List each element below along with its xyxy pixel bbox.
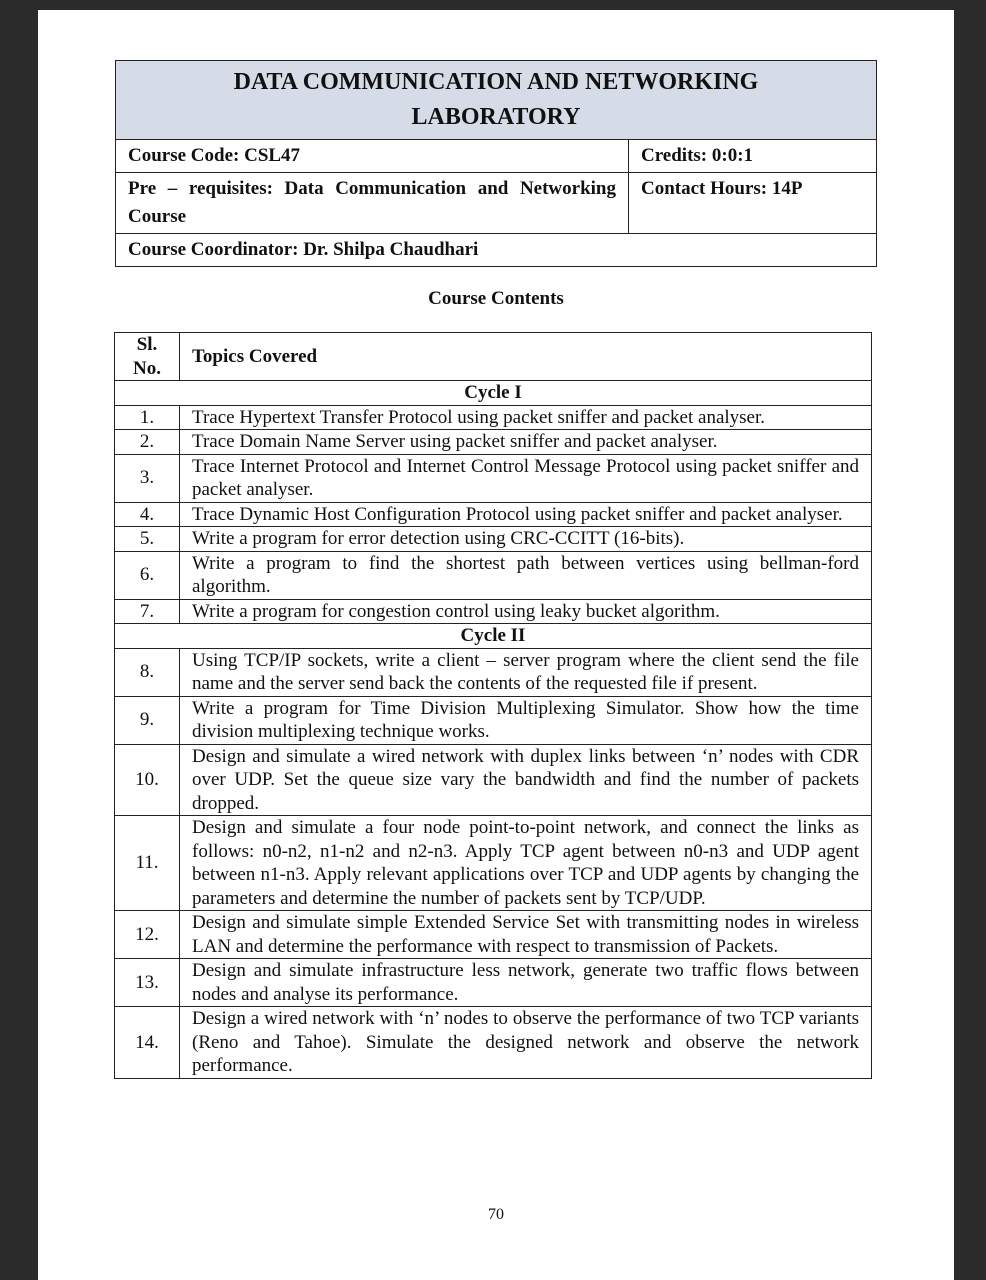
row-topic: Using TCP/IP sockets, write a client – server program where the client send the file name and the server send back the contents of the requested file if present. [180,648,872,696]
course-header-table [115,60,877,267]
course-contents-heading: Course Contents [428,288,564,309]
row-number: 9. [115,696,180,744]
row-number: 1. [115,405,180,430]
row-topic: Write a program to find the shortest path between vertices using bellman-ford algorithm. [180,551,872,599]
row-topic: Design and simulate a wired network with duplex links between ‘n’ nodes with CDR over UDP. Set the queue size vary the bandwidth and find the number of packets dropped. [180,744,872,816]
prerequisites: Pre – requisites: Data Communication and Networking Course [116,173,629,234]
row-topic: Write a program for Time Division Multiplexing Simulator. Show how the time division multiplexing technique works. [180,696,872,744]
course-title [116,61,877,140]
row-topic: Design a wired network with ‘n’ nodes to observe the performance of two TCP variants (Reno and Tahoe). Simulate the designed network and observe the network performance. [180,1007,872,1079]
table-row [115,744,872,816]
row-topic: Design and simulate infrastructure less network, generate two traffic flows between nodes and analyse its performance. [180,959,872,1007]
cycle-row [115,381,872,406]
row-topic: Design and simulate simple Extended Service Set with transmitting nodes in wireless LAN and determine the performance with respect to transmission of Packets. [180,911,872,959]
table-header-row [115,333,872,381]
course-contents-table [114,332,872,1079]
table-row [115,454,872,502]
table-row [115,430,872,455]
row-number: 8. [115,648,180,696]
table-row [115,648,872,696]
credits: Credits: 0:0:1 [629,140,877,173]
table-row [115,911,872,959]
table-row [115,551,872,599]
row-number: 14. [115,1007,180,1079]
document-page [38,10,954,1280]
course-coordinator: Course Coordinator: Dr. Shilpa Chaudhari [116,234,877,267]
col-sl-no: Sl. No. [115,333,180,381]
row-number: 3. [115,454,180,502]
course-code: Course Code: CSL47 [116,140,629,173]
cycle-1-label: Cycle I [115,381,872,406]
row-number: 10. [115,744,180,816]
page-number: 70 [488,1206,504,1223]
row-topic: Write a program for congestion control using leaky bucket algorithm. [180,599,872,624]
row-topic: Trace Dynamic Host Configuration Protocol using packet sniffer and packet analyser. [180,502,872,527]
cycle-row [115,624,872,649]
row-number: 12. [115,911,180,959]
table-row [115,405,872,430]
row-number: 11. [115,816,180,911]
row-number: 7. [115,599,180,624]
row-number: 5. [115,527,180,552]
course-title-line1: DATA COMMUNICATION AND NETWORKING [233,69,759,95]
table-row [115,599,872,624]
table-row [115,502,872,527]
row-number: 4. [115,502,180,527]
table-row [115,959,872,1007]
col-topics-covered: Topics Covered [180,333,872,381]
row-number: 6. [115,551,180,599]
table-row [115,816,872,911]
row-topic: Trace Internet Protocol and Internet Control Message Protocol using packet sniffer and packet analyser. [180,454,872,502]
table-row [115,527,872,552]
row-topic: Design and simulate a four node point-to-point network, and connect the links as follows: n0-n2, n1-n2 and n2-n3. Apply TCP agent between n0-n3 and UDP agent between n1-n3. Apply relevant applications over TCP and UDP agents by changing the parameters and determine the number of packets sent by TCP/UDP. [180,816,872,911]
row-topic: Trace Hypertext Transfer Protocol using packet sniffer and packet analyser. [180,405,872,430]
row-number: 13. [115,959,180,1007]
contact-hours: Contact Hours: 14P [629,173,877,234]
row-number: 2. [115,430,180,455]
table-row [115,1007,872,1079]
table-row [115,696,872,744]
course-title-line2: LABORATORY [411,104,581,130]
row-topic: Trace Domain Name Server using packet sniffer and packet analyser. [180,430,872,455]
cycle-2-label: Cycle II [115,624,872,649]
row-topic: Write a program for error detection using CRC-CCITT (16-bits). [180,527,872,552]
